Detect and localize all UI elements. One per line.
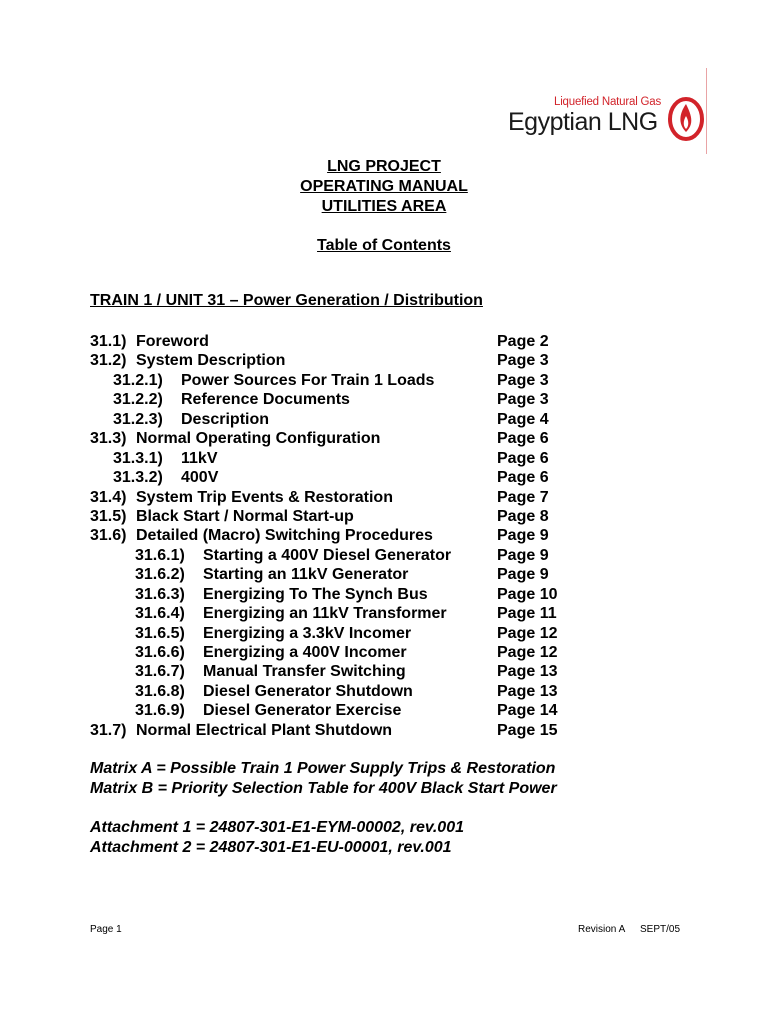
toc-entry [90,507,690,526]
section-heading: TRAIN 1 / UNIT 31 – Power Generation / Distribution [90,292,483,309]
toc-entry-number: 31.6.4) [135,605,185,623]
project-title: LNG PROJECT [327,158,441,175]
toc-entry-page: Page 11 [497,605,557,623]
toc-entry-number: 31.2.1) [113,371,163,389]
toc-entry-number: 31.6.5) [135,624,185,642]
toc-entry-page: Page 13 [497,663,558,681]
toc-entry [90,565,690,584]
toc-entry-page: Page 3 [497,352,549,370]
toc-entry-label: Energizing an 11kV Transformer [203,605,447,623]
toc-entry [90,488,690,507]
toc-entry-number: 31.3.1) [113,449,163,467]
toc-entry-label: Black Start / Normal Start-up [136,507,354,525]
toc-entry-label: 11kV [181,449,218,467]
toc-entry-number: 31.1) [90,333,127,350]
toc-entry [90,701,690,720]
toc-entry-label: Reference Documents [181,391,350,409]
area-title: UTILITIES AREA [321,198,447,215]
logo-name: Egyptian LNG [508,108,658,136]
toc-entry-label: Foreword [136,333,209,350]
toc-entry [90,643,690,662]
logo-tagline: Liquefied Natural Gas [554,96,662,108]
manual-title: OPERATING MANUAL [300,178,468,195]
toc-entry [90,371,690,390]
toc-entry-number: 31.6.9) [135,702,185,720]
company-logo [506,90,706,150]
toc-entry-label: Energizing a 3.3kV Incomer [203,624,412,642]
toc-entry-number: 31.2.3) [113,410,163,428]
toc-entry [90,682,690,701]
toc-entry [90,546,690,565]
toc-entry-label: Description [181,410,270,428]
toc-entry-page: Page 4 [497,410,549,428]
toc-entry [90,624,690,643]
toc-entry-page: Page 9 [497,527,549,545]
toc-entry-number: 31.3.2) [113,469,163,487]
flame-icon [666,94,706,142]
toc-entry-page: Page 8 [497,507,549,525]
toc-entry [90,662,690,681]
toc-entry-label: Energizing To The Synch Bus [203,585,428,603]
toc-entry-label: Diesel Generator Shutdown [203,682,413,700]
toc-entry-page: Page 15 [497,721,558,739]
toc-entry-number: 31.6.1) [135,546,185,564]
toc-entry-label: Detailed (Macro) Switching Procedures [136,527,433,545]
toc-entry-label: Starting a 400V Diesel Generator [203,546,452,564]
footer-page-number: Page 1 [90,924,122,935]
matrix-b: Matrix B = Priority Selection Table for 400V Black Start Power [90,780,557,797]
toc-entry-label: System Description [136,352,286,370]
toc-entry-number: 31.7) [90,721,127,739]
toc-entry [90,332,690,351]
toc-entry-label: Power Sources For Train 1 Loads [181,371,435,389]
toc-entry [90,410,690,429]
toc-entry-label: Diesel Generator Exercise [203,702,402,720]
toc-entry-label: System Trip Events & Restoration [136,488,393,506]
toc-entry-number: 31.6.6) [135,644,185,661]
toc-entry [90,449,690,468]
toc-entry-label: Normal Electrical Plant Shutdown [136,721,393,739]
table-of-contents [90,332,690,740]
toc-entry-page: Page 6 [497,449,549,467]
toc-entry-page: Page 3 [497,391,549,409]
toc-entry-page: Page 6 [497,430,549,448]
toc-entry-label: Manual Transfer Switching [203,663,406,681]
toc-entry [90,585,690,604]
toc-entry [90,468,690,487]
toc-entry [90,351,690,370]
toc-entry-label: Normal Operating Configuration [136,430,381,448]
toc-entry-page: Page 13 [497,682,558,700]
toc-entry-number: 31.6.3) [135,585,185,603]
toc-entry-number: 31.2) [90,352,127,370]
toc-entry-page: Page 9 [497,546,549,564]
toc-entry [90,721,690,740]
footer-revision: Revision A [578,924,626,935]
toc-entry-number: 31.5) [90,507,127,525]
toc-entry [90,390,690,409]
toc-entry-label: Starting an 11kV Generator [203,566,409,584]
toc-entry-label: 400V [181,469,219,487]
toc-entry-page: Page 14 [497,702,558,720]
toc-entry-label: Energizing a 400V Incomer [203,644,407,661]
toc-entry-number: 31.6.2) [135,566,185,584]
toc-entry-number: 31.6.8) [135,682,185,700]
toc-entry-number: 31.4) [90,488,127,506]
toc-entry [90,526,690,545]
toc-entry-page: Page 12 [497,644,558,661]
header-divider [706,68,707,154]
attachment-2: Attachment 2 = 24807-301-E1-EU-00001, rev.001 [90,839,452,856]
toc-entry-page: Page 7 [497,488,549,506]
toc-entry [90,429,690,448]
toc-entry-number: 31.3) [90,430,127,448]
toc-entry-page: Page 9 [497,566,549,584]
footer-date: SEPT/05 [640,924,681,935]
toc-entry-number: 31.2.2) [113,391,163,409]
toc-entry [90,604,690,623]
toc-entry-page: Page 6 [497,469,549,487]
toc-entry-page: Page 3 [497,371,549,389]
matrix-a: Matrix A = Possible Train 1 Power Supply Trips & Restoration [90,760,556,777]
toc-title: Table of Contents [317,237,451,254]
toc-entry-number: 31.6) [90,527,127,545]
attachment-1: Attachment 1 = 24807-301-E1-EYM-00002, rev.001 [90,819,464,836]
toc-entry-page: Page 12 [497,624,558,642]
toc-entry-number: 31.6.7) [135,663,185,681]
toc-entry-page: Page 10 [497,585,558,603]
toc-entry-page: Page 2 [497,333,549,350]
